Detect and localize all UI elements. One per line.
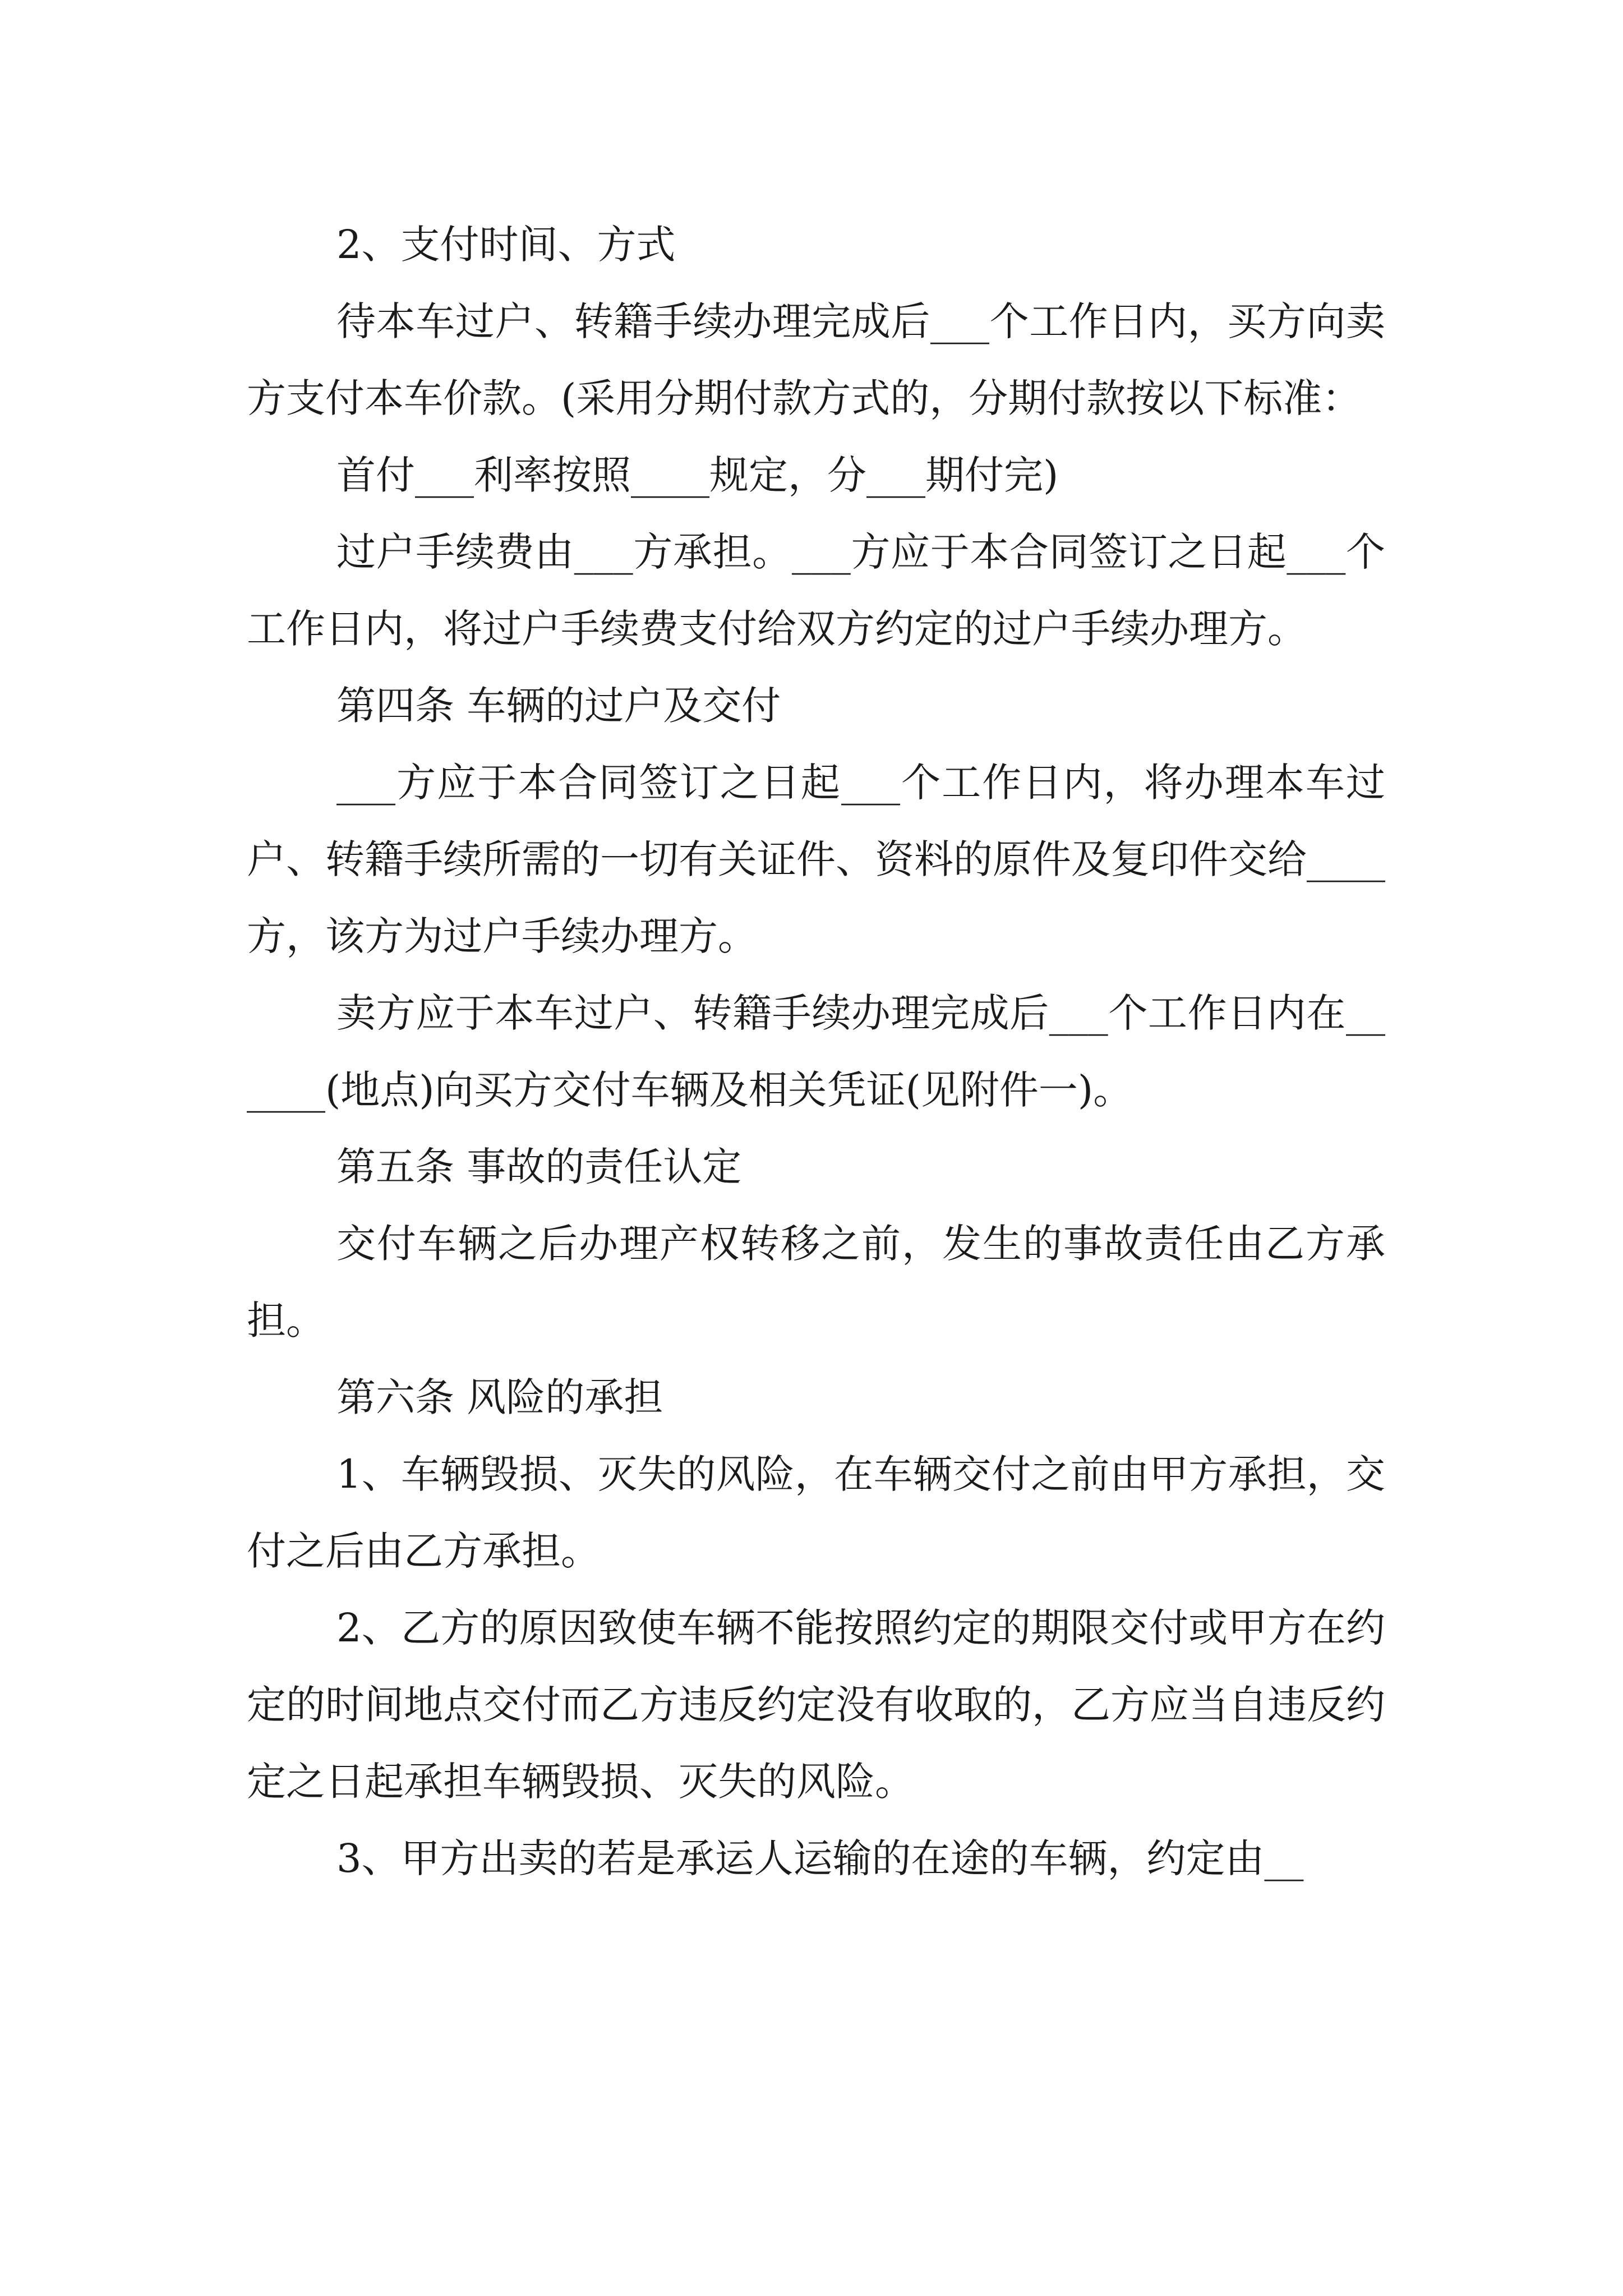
article-heading: 第六条 风险的承担	[336, 1374, 663, 1420]
paragraph: 待本车过户、转籍手续办理完成后___个工作日内，买方向卖方支付本车价款。(采用分期付款方式的，分期付款按以下标准：	[247, 298, 1385, 421]
paragraph: 卖方应于本车过户、转籍手续办理完成后___个工作日内在______(地点)向买方交付车辆及相关凭证(见附件一)。	[247, 990, 1385, 1113]
paragraph: ___方应于本合同签订之日起___个工作日内，将办理本车过户、转籍手续所需的一切有关证件、资料的原件及复印件交给____方，该方为过户手续办理方。	[247, 760, 1385, 959]
paragraph: 2、乙方的原因致使车辆不能按照约定的期限交付或甲方在约定的时间地点交付而乙方违反约定没有收取的，乙方应当自违反约定之日起承担车辆毁损、灭失的风险。	[247, 1605, 1385, 1805]
section-heading: 2、支付时间、方式	[336, 222, 676, 268]
paragraph: 交付车辆之后办理产权转移之前，发生的事故责任由乙方承担。	[247, 1221, 1385, 1343]
paragraph: 1、车辆毁损、灭失的风险，在车辆交付之前由甲方承担，交付之后由乙方承担。	[247, 1451, 1385, 1574]
article-heading: 第五条 事故的责任认定	[336, 1144, 742, 1190]
article-heading: 第四条 车辆的过户及交付	[336, 683, 781, 729]
paragraph: 首付___利率按照____规定，分___期付完)	[336, 452, 1059, 498]
document-page	[247, 206, 1385, 1897]
paragraph: 3、甲方出卖的若是承运人运输的在途的车辆，约定由__	[336, 1835, 1304, 1881]
paragraph: 过户手续费由___方承担。___方应于本合同签订之日起___个工作日内，将过户手续费支付给双方约定的过户手续办理方。	[247, 529, 1385, 652]
